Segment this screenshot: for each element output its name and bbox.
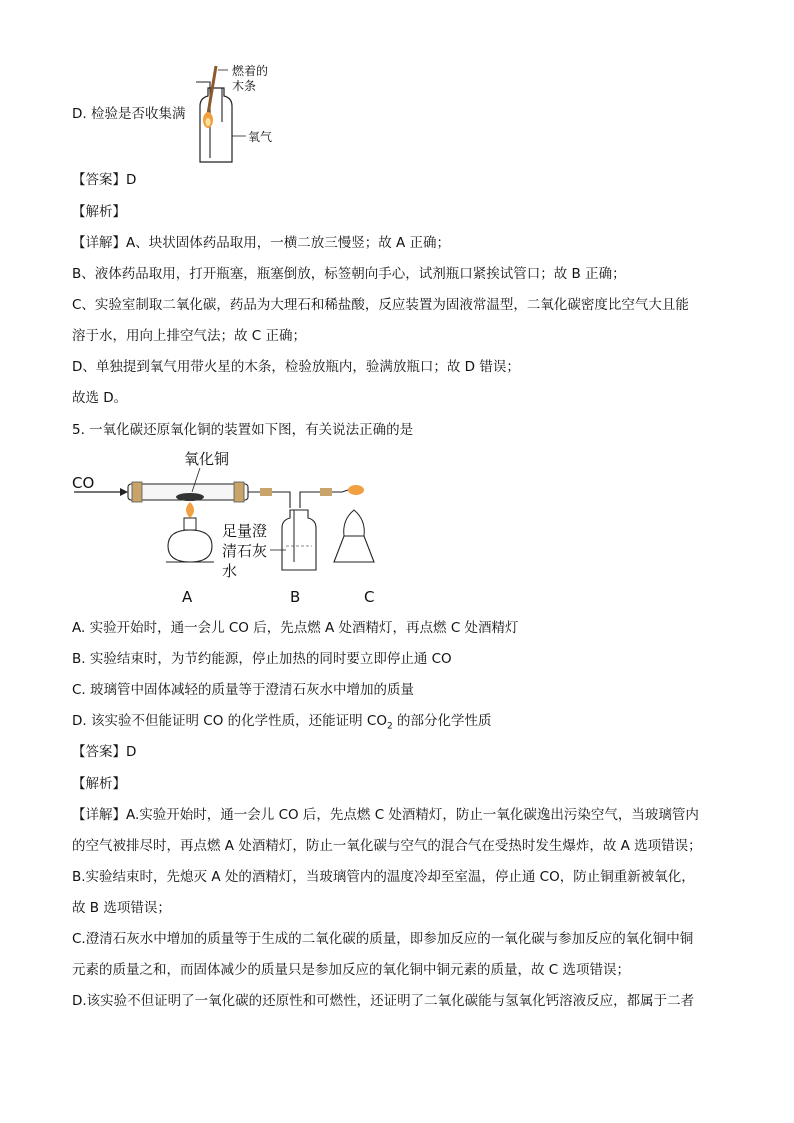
label-gas: 氧气	[248, 130, 273, 144]
q4-analysis: 【解析】	[72, 204, 126, 220]
label-co: CO	[72, 474, 95, 492]
q4-detail-c2: 溶于水，用向上排空气法；故 C 正确；	[72, 328, 307, 344]
co-reduction-apparatus-figure	[72, 450, 402, 610]
oxygen-check-figure	[188, 62, 288, 166]
q4-detail-c1: C、实验室制取二氧化碳，药品为大理石和稀盐酸，反应装置为固液常温型，二氧化碳密度比空气大且能	[72, 297, 689, 313]
flame-c-shape	[348, 485, 364, 495]
label-c: C	[364, 588, 375, 606]
q4-detail-d: D、单独提到氧气用带火星的木条，检验放瓶内，验满放瓶口；故 D 错误；	[72, 359, 520, 375]
q5-detail-1: 【详解】A.实验开始时，通一会儿 CO 后，先点燃 C 处酒精灯，防止一氧化碳逸出污染空气，当玻璃管内	[72, 807, 699, 823]
q5-answer: 【答案】D	[72, 744, 137, 760]
bottle-b-shape	[282, 510, 316, 570]
q5-option-a: A. 实验开始时，通一会儿 CO 后，先点燃 A 处酒精灯，再点燃 C 处酒精灯	[72, 620, 519, 636]
q5-option-d-pre: D. 该实验不但能证明 CO 的化学性质，还能证明 CO	[72, 713, 387, 729]
q5-option-c: C. 玻璃管中固体减轻的质量等于澄清石灰水中增加的质量	[72, 682, 415, 698]
label-stick-1: 燃着的	[232, 64, 269, 78]
q4-conclusion: 故选 D。	[72, 390, 128, 406]
label-b: B	[290, 588, 301, 606]
label-limewater-2: 清石灰	[222, 542, 268, 560]
q5-detail-7: D.该实验不但证明了一氧化碳的还原性和可燃性，还证明了二氧化碳能与氢氧化钙溶液反应，都属于二者	[72, 993, 695, 1009]
q4-option-d: D. 检验是否收集满	[72, 106, 186, 122]
copper-oxide-shape	[176, 493, 204, 501]
q5-detail-3: B.实验结束时，先熄灭 A 处的酒精灯，当玻璃管内的温度冷却至室温，停止通 CO，防止铜重新被氧化，	[72, 869, 695, 885]
q5-analysis: 【解析】	[72, 776, 126, 792]
q5-detail-2: 的空气被排尽时，再点燃 A 处酒精灯，防止一氧化碳与空气的混合气在受热时发生爆炸，故 A 选项错误；	[72, 838, 702, 854]
q5-detail-6: 元素的质量之和，而固体减少的质量只是参加反应的氧化铜中铜元素的质量，故 C 选项错误；	[72, 962, 631, 978]
alcohol-lamp-a-shape	[168, 530, 212, 562]
label-limewater-1: 足量澄	[222, 522, 268, 540]
q5-stem: 5. 一氧化碳还原氧化铜的装置如下图，有关说法正确的是	[72, 422, 414, 438]
label-stick-2: 木条	[232, 79, 257, 93]
q4-detail-a: 【详解】A、块状固体药品取用，一横二放三慢竖；故 A 正确；	[72, 235, 451, 251]
q4-answer: 【答案】D	[72, 172, 137, 188]
label-cuo: 氧化铜	[184, 450, 230, 468]
q5-option-d-post: 的部分化学性质	[392, 713, 492, 729]
q5-option-d-sub: 2	[386, 721, 393, 732]
label-limewater-3: 水	[222, 562, 238, 580]
label-a: A	[182, 588, 193, 606]
q5-detail-5: C.澄清石灰水中增加的质量等于生成的二氧化碳的质量，即参加反应的一氧化碳与参加反应的氧化铜中铜	[72, 931, 694, 947]
q5-detail-4: 故 B 选项错误；	[72, 900, 171, 916]
alcohol-lamp-c-shape	[334, 536, 374, 562]
q5-option-d	[72, 711, 492, 737]
q4-detail-b: B、液体药品取用，打开瓶塞，瓶塞倒放，标签朝向手心，试剂瓶口紧挨试管口；故 B 正确；	[72, 266, 626, 282]
q5-option-b: B. 实验结束时，为节约能源，停止加热的同时要立即停止通 CO	[72, 651, 452, 667]
wooden-stick-shape	[208, 66, 216, 114]
